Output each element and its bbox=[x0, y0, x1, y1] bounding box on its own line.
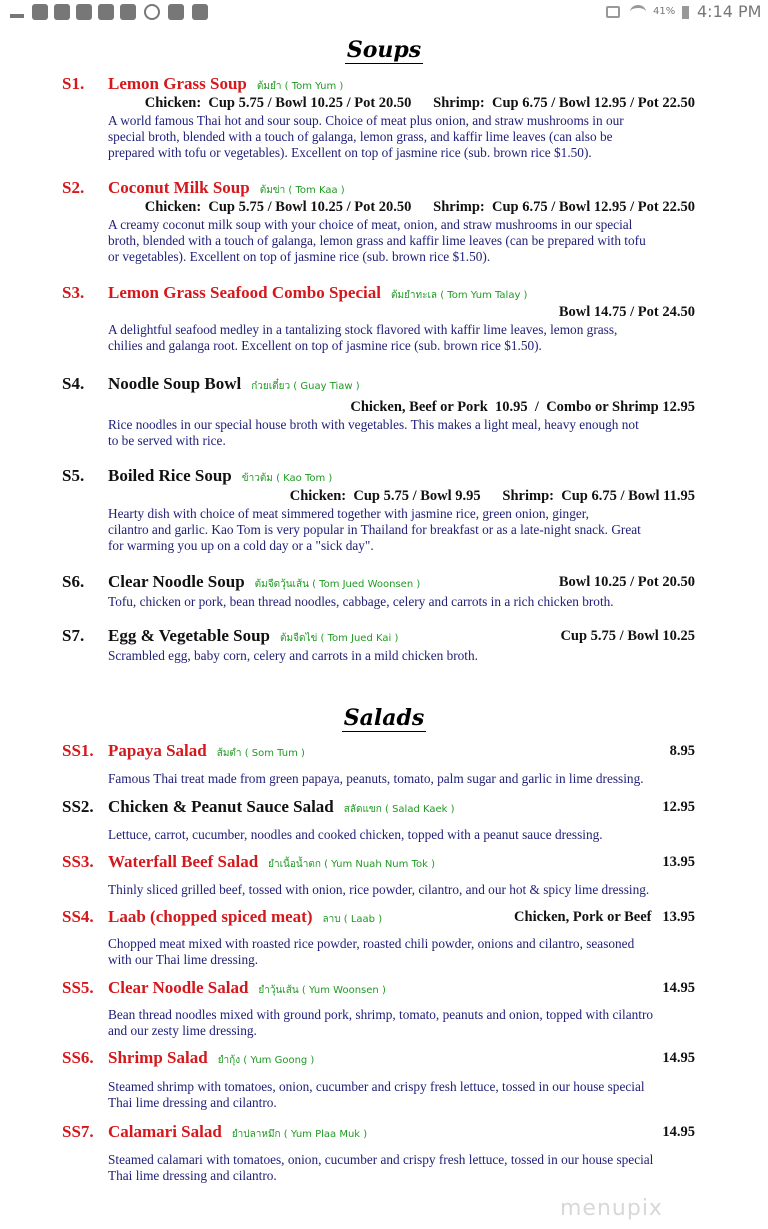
item-description: Thai lime dressing and cilantro. bbox=[108, 1095, 277, 1110]
thai-name: ยำปลาหมึก ( Yum Plaa Muk ) bbox=[231, 1129, 368, 1140]
item-price: 13.95 bbox=[662, 854, 695, 870]
item-name: Shrimp Salad bbox=[108, 1048, 208, 1067]
item-description: Thai lime dressing and cilantro. bbox=[108, 1168, 277, 1183]
item-description: to be served with rice. bbox=[108, 433, 226, 448]
item-price: Cup 5.75 / Bowl 10.25 bbox=[560, 628, 695, 644]
thai-name: สลัดแขก ( Salad Kaek ) bbox=[343, 804, 455, 815]
soups-heading-text: Soups bbox=[346, 37, 422, 63]
item-description: or vegetables). Excellent on top of jasmine rice (sub. brown rice $1.50). bbox=[108, 249, 491, 264]
item-name: Lemon Grass Seafood Combo Special bbox=[108, 283, 381, 302]
thai-name: ยำวุ้นเส้น ( Yum Woonsen ) bbox=[258, 985, 386, 996]
mute-icon bbox=[606, 6, 620, 18]
item-title bbox=[108, 626, 398, 649]
item-name: Boiled Rice Soup bbox=[108, 466, 232, 485]
item-price: 14.95 bbox=[662, 1050, 695, 1066]
item-title bbox=[108, 572, 420, 595]
thai-name: ต้มจืดไข่ ( Tom Jued Kai ) bbox=[280, 633, 399, 644]
thai-name: ต้มข่า ( Tom Kaa ) bbox=[259, 185, 345, 196]
item-name: Egg & Vegetable Soup bbox=[108, 626, 270, 645]
app-s-icon bbox=[98, 4, 114, 20]
item-description: special broth, blended with a touch of galanga, lemon grass, and kaffir lime leaves (can also be bbox=[108, 129, 613, 144]
app-s-icon bbox=[54, 4, 70, 20]
wifi-icon bbox=[630, 5, 646, 19]
item-title bbox=[108, 797, 455, 820]
item-title bbox=[108, 178, 345, 201]
item-title bbox=[108, 978, 386, 1001]
item-code: S4. bbox=[62, 374, 85, 393]
thai-name: ยำเนื้อน้ำตก ( Yum Nuah Num Tok ) bbox=[268, 859, 435, 870]
item-description: A world famous Thai hot and sour soup. Choice of meat plus onion, and straw mushrooms in our bbox=[108, 113, 624, 128]
item-name: Laab (chopped spiced meat) bbox=[108, 907, 313, 926]
item-title bbox=[108, 374, 360, 397]
item-code: S7. bbox=[62, 626, 85, 645]
item-description: chilies and galanga root. Excellent on top of jasmine rice (sub. brown rice $1.50). bbox=[108, 338, 542, 353]
item-title bbox=[108, 741, 305, 764]
item-description: Chopped meat mixed with roasted rice powder, roasted chili powder, onions and cilantro, seasoned bbox=[108, 936, 635, 951]
soups-heading bbox=[0, 36, 768, 64]
item-description: A creamy coconut milk soup with your choice of meat, onion, and straw mushrooms in our special bbox=[108, 217, 633, 232]
thai-name: ลาบ ( Laab ) bbox=[322, 914, 383, 925]
thai-name: ส้มตำ ( Som Tum ) bbox=[216, 748, 305, 759]
item-code: SS4. bbox=[62, 907, 94, 926]
item-title bbox=[108, 466, 332, 489]
item-code: SS2. bbox=[62, 797, 94, 816]
thai-name: ก๋วยเตี๋ยว ( Guay Tiaw ) bbox=[251, 381, 360, 392]
item-price: Chicken: Cup 5.75 / Bowl 10.25 / Pot 20.50 Shrimp: Cup 6.75 / Bowl 12.95 / Pot 22.50 bbox=[144, 199, 695, 215]
item-name: Clear Noodle Salad bbox=[108, 978, 249, 997]
salads-heading bbox=[0, 704, 768, 732]
item-description: A delightful seafood medley in a tantalizing stock flavored with kaffir lime leaves, lemon grass, bbox=[108, 322, 618, 337]
battery-percent: 41% bbox=[653, 6, 676, 17]
item-code: S6. bbox=[62, 572, 85, 591]
item-name: Chicken & Peanut Sauce Salad bbox=[108, 797, 334, 816]
item-price: Bowl 14.75 / Pot 24.50 bbox=[558, 304, 695, 320]
item-description: Scrambled egg, baby corn, celery and carrots in a mild chicken broth. bbox=[108, 648, 478, 663]
item-code: SS5. bbox=[62, 978, 94, 997]
item-title bbox=[108, 74, 343, 97]
item-price: 14.95 bbox=[662, 980, 695, 996]
status-bar bbox=[0, 0, 768, 26]
item-name: Lemon Grass Soup bbox=[108, 74, 247, 93]
item-description: with our Thai lime dressing. bbox=[108, 952, 259, 967]
item-name: Waterfall Beef Salad bbox=[108, 852, 259, 871]
item-name: Clear Noodle Soup bbox=[108, 572, 245, 591]
item-name: Calamari Salad bbox=[108, 1122, 222, 1141]
item-name: Noodle Soup Bowl bbox=[108, 374, 242, 393]
item-name: Papaya Salad bbox=[108, 741, 207, 760]
item-code: SS7. bbox=[62, 1122, 94, 1141]
item-description: Bean thread noodles mixed with ground pork, shrimp, tomato, peanuts and onion, topped with cilantro bbox=[108, 1007, 654, 1022]
item-description: Thinly sliced grilled beef, tossed with onion, rice powder, cilantro, and our hot & spicy lime dressing. bbox=[108, 882, 650, 897]
item-code: SS6. bbox=[62, 1048, 94, 1067]
item-price: 14.95 bbox=[662, 1124, 695, 1140]
item-code: S5. bbox=[62, 466, 85, 485]
item-price: 12.95 bbox=[662, 799, 695, 815]
thai-name: ต้มยำ ( Tom Yum ) bbox=[256, 81, 344, 92]
thai-name: ยำกุ้ง ( Yum Goong ) bbox=[217, 1055, 315, 1066]
youtube-icon bbox=[192, 4, 208, 20]
target-icon bbox=[144, 4, 160, 20]
youtube-icon bbox=[168, 4, 184, 20]
item-description: cilantro and garlic. Kao Tom is very popular in Thailand for breakfast or as a late-night snack. Great bbox=[108, 522, 641, 537]
thai-name: ต้มยำทะเล ( Tom Yum Talay ) bbox=[390, 290, 528, 301]
item-code: S2. bbox=[62, 178, 85, 197]
battery-icon bbox=[682, 6, 689, 19]
item-price: 8.95 bbox=[669, 743, 695, 759]
item-description: and our zesty lime dressing. bbox=[108, 1023, 257, 1038]
item-price: Chicken, Beef or Pork 10.95 / Combo or Shrimp 12.95 bbox=[350, 399, 695, 415]
item-description: prepared with tofu or vegetables). Excellent on top of jasmine rice (sub. brown rice $1.50). bbox=[108, 145, 592, 160]
item-price: Chicken: Cup 5.75 / Bowl 9.95 Shrimp: Cup 6.75 / Bowl 11.95 bbox=[289, 488, 695, 504]
item-description: Lettuce, carrot, cucumber, noodles and cooked chicken, topped with a peanut sauce dressing. bbox=[108, 827, 603, 842]
item-price: Chicken, Pork or Beef 13.95 bbox=[514, 909, 695, 925]
thai-name: ข้าวต้ม ( Kao Tom ) bbox=[241, 473, 333, 484]
item-description: Steamed shrimp with tomatoes, onion, cucumber and crispy fresh lettuce, tossed in our house special bbox=[108, 1079, 645, 1094]
item-title bbox=[108, 283, 527, 306]
item-price: Chicken: Cup 5.75 / Bowl 10.25 / Pot 20.50 Shrimp: Cup 6.75 / Bowl 12.95 / Pot 22.50 bbox=[144, 95, 695, 111]
watermark: menupix bbox=[560, 1196, 663, 1221]
gallery-icon bbox=[32, 4, 48, 20]
item-description: Hearty dish with choice of meat simmered together with jasmine rice, green onion, ginger, bbox=[108, 506, 589, 521]
item-price: Bowl 10.25 / Pot 20.50 bbox=[558, 574, 695, 590]
item-description: for warming you up on a cold day or a "sick day". bbox=[108, 538, 374, 553]
item-code: S1. bbox=[62, 74, 85, 93]
item-title bbox=[108, 1048, 314, 1071]
item-code: SS1. bbox=[62, 741, 94, 760]
item-code: SS3. bbox=[62, 852, 94, 871]
salads-heading-text: Salads bbox=[343, 705, 425, 731]
clock: 4:14 PM bbox=[697, 2, 762, 21]
thai-name: ต้มจืดวุ้นเส้น ( Tom Jued Woonsen ) bbox=[254, 579, 421, 590]
item-description: Steamed calamari with tomatoes, onion, cucumber and crispy fresh lettuce, tossed in our house special bbox=[108, 1152, 654, 1167]
item-description: Tofu, chicken or pork, bean thread noodles, cabbage, celery and carrots in a rich chicken broth. bbox=[108, 594, 614, 609]
item-code: S3. bbox=[62, 283, 85, 302]
item-description: Rice noodles in our special house broth with vegetables. This makes a light meal, heavy enough not bbox=[108, 417, 639, 432]
item-title bbox=[108, 907, 382, 930]
item-title bbox=[108, 852, 435, 875]
item-title bbox=[108, 1122, 367, 1145]
broom-icon bbox=[10, 6, 24, 18]
app-s-icon bbox=[120, 4, 136, 20]
item-description: broth, blended with a touch of galanga, lemon grass and kaffir lime leaves (can be prepared with tofu bbox=[108, 233, 646, 248]
item-name: Coconut Milk Soup bbox=[108, 178, 250, 197]
app-s-icon bbox=[76, 4, 92, 20]
item-description: Famous Thai treat made from green papaya, peanuts, tomato, palm sugar and garlic in lime dressing. bbox=[108, 771, 644, 786]
